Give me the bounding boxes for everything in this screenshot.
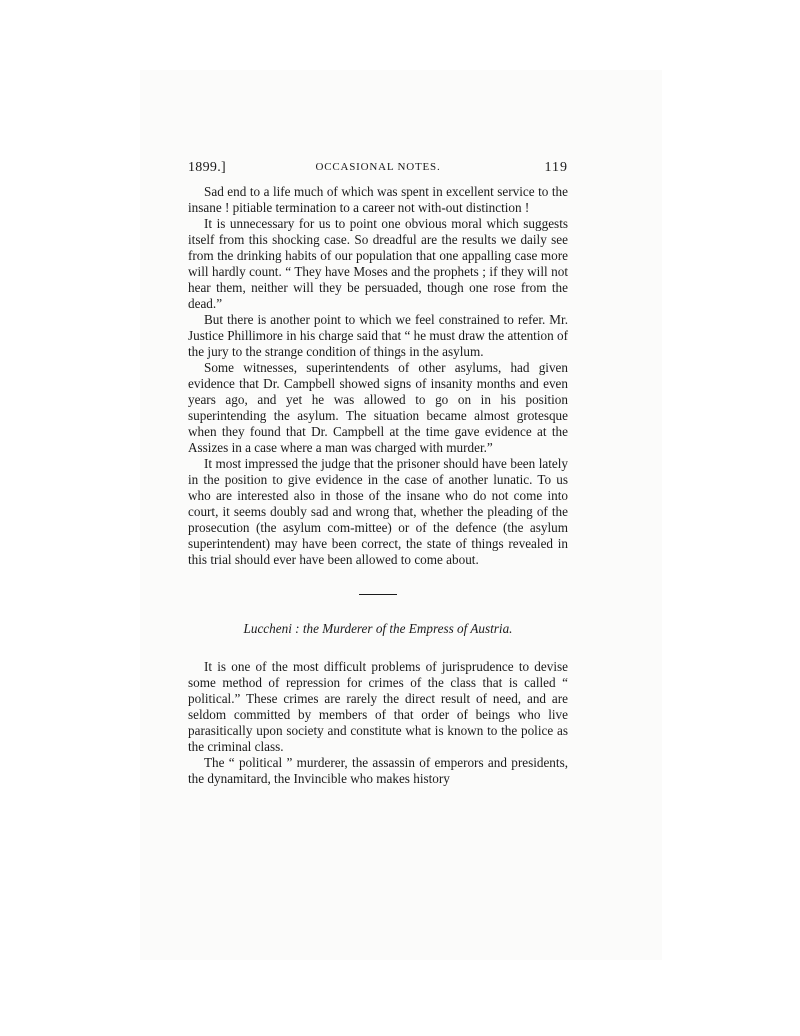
header-running-title: OCCASIONAL NOTES. — [315, 161, 441, 173]
section-title: Luccheni : the Murderer of the Empress of Austria. — [243, 621, 513, 636]
paragraph: It is one of the most difficult problems of jurisprudence to devise some method of repression for crimes of the class that is called “ political.” These crimes are rarely the direct result of need, and are seldom committed by members of that order of beings who live parasitically upon society and constitute what is known to the police as the criminal class. — [188, 659, 568, 754]
paragraph: The “ political ” murderer, the assassin of emperors and presidents, the dynamitard, the Invincible who makes history — [188, 755, 568, 786]
paragraph: It is unnecessary for us to point one obvious moral which suggests itself from this shocking case. So dreadful are the results we daily see from the drinking habits of our population that one appalling case more will hardly count. “ They have Moses and the prophets ; if they will not hear them, neither will they be persuaded, though one rose from the dead.” — [188, 216, 568, 311]
paragraph: It most impressed the judge that the prisoner should have been lately in the position to give evidence in the case of another lunatic. To us who are interested also in those of the insane who do not come into court, it seems doubly sad and wrong that, whether the pleading of the prosecution (the asylum com-mittee) or of the defence (the asylum superintendent) may have been correct, the state of things revealed in this trial should ever have been allowed to come about. — [188, 456, 568, 567]
book-page — [188, 160, 568, 787]
running-header — [188, 160, 568, 180]
header-page-number: 119 — [544, 160, 568, 175]
body-text — [188, 184, 568, 787]
section-divider-rule — [359, 594, 397, 595]
paragraph: Some witnesses, superintendents of other asylums, had given evidence that Dr. Campbell showed signs of insanity months and even years ago, and yet he was allowed to go on in his position superintending the asylum. The situation became almost grotesque when they found that Dr. Campbell at the time gave evidence at the Assizes in a case where a man was charged with murder.” — [188, 360, 568, 455]
paragraph: But there is another point to which we feel constrained to refer. Mr. Justice Phillimore in his charge said that “ he must draw the attention of the jury to the strange condition of things in the asylum. — [188, 312, 568, 359]
header-year: 1899.] — [188, 160, 226, 175]
paragraph: Sad end to a life much of which was spent in excellent service to the insane ! pitiable termination to a career not with-out distinction ! — [188, 184, 568, 215]
